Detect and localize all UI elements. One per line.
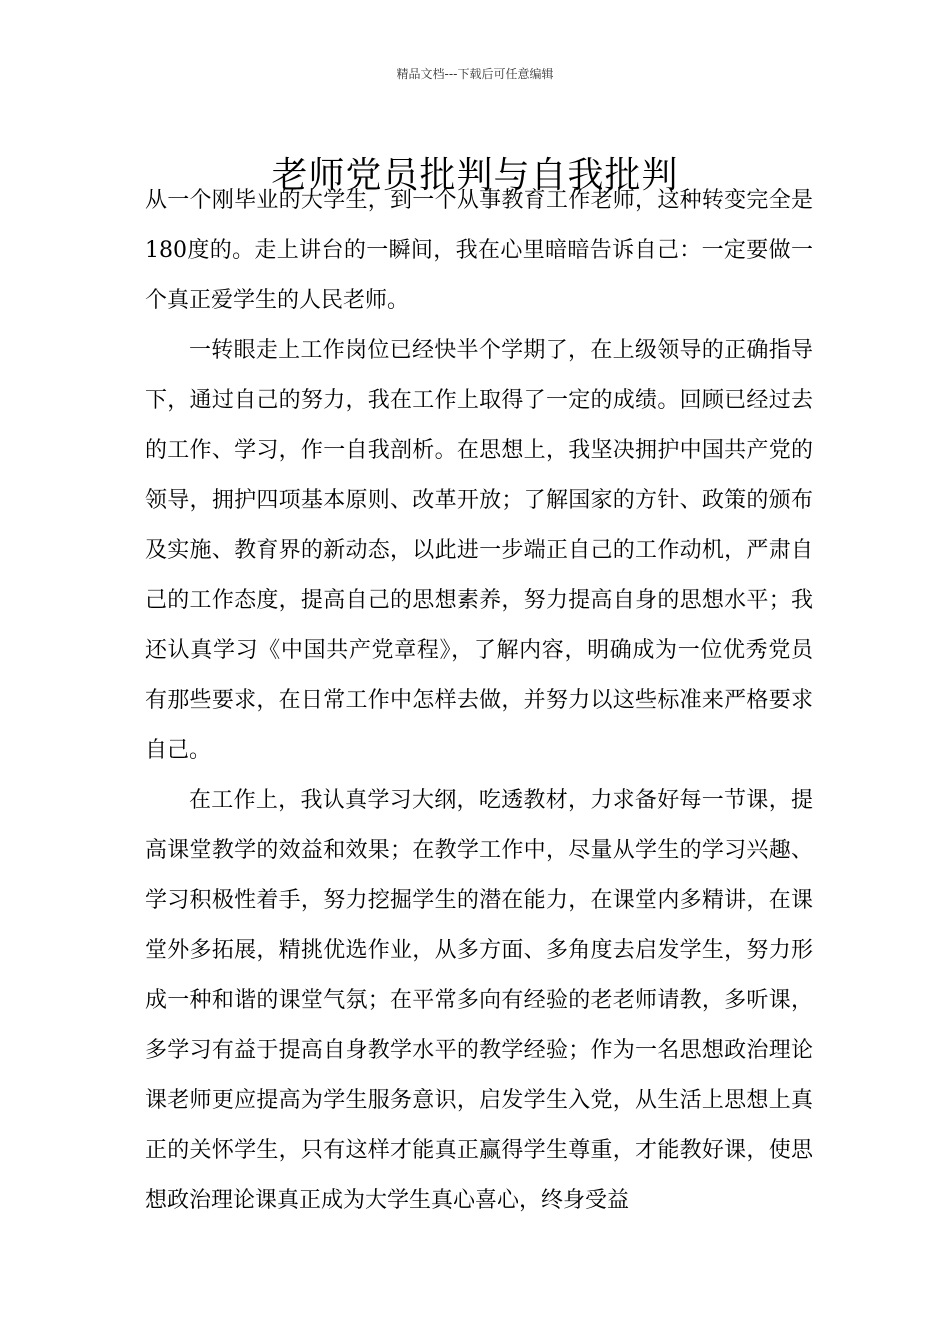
- document-body: [145, 176, 813, 1226]
- page-header: 精品文档---下载后可任意编辑: [396, 67, 554, 81]
- document-title: 老师党员批判与自我批判: [271, 155, 679, 197]
- paragraph-work: 在工作上，我认真学习大纲，吃透教材，力求备好每一节课，提高课堂教学的效益和效果；在教学工作中，尽量从学生的学习兴趣、学习积极性着手，努力挖掘学生的潜在能力，在课堂内多精讲，在课堂外多拓展，精挑优选作业，从多方面、多角度去启发学生，努力形成一种和谐的课堂气氛；在平常多向有经验的老老师请教，多听课，多学习有益于提高自身教学水平的教学经验；作为一名思想政治理论课老师更应提高为学生服务意识，启发学生入党，从生活上思想上真正的关怀学生，只有这样才能真正赢得学生尊重，才能教好课，使思想政治理论课真正成为大学生真心喜心，终身受益: [145, 788, 813, 1213]
- paragraph-thought: 一转眼走上工作岗位已经快半个学期了，在上级领导的正确指导下，通过自己的努力，我在工作上取得了一定的成绩。回顾已经过去的工作、学习，作一自我剖析。在思想上，我坚决拥护中国共产党的领导，拥护四项基本原则、改革开放；了解国家的方针、政策的颁布及实施、教育界的新动态，以此进一步端正自己的工作动机，严肃自己的工作态度，提高自己的思想素养，努力提高自身的思想水平；我还认真学习《中国共产党章程》，了解内容，明确成为一位优秀党员有那些要求，在日常工作中怎样去做，并努力以这些标准来严格要求自己。: [145, 338, 813, 763]
- paragraph-intro: 从一个刚毕业的大学生，到一个从事教育工作老师，这种转变完全是180度的。走上讲台的一瞬间，我在心里暗暗告诉自己：一定要做一个真正爱学生的人民老师。: [145, 188, 813, 313]
